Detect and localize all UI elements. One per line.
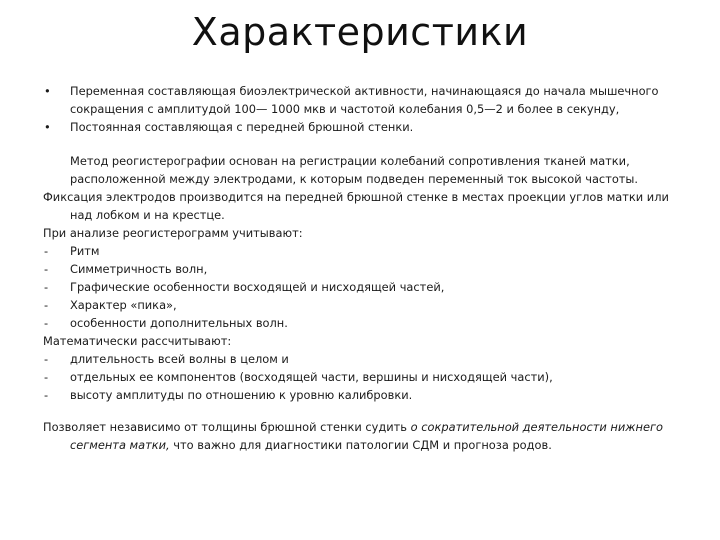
method-paragraph: Метод реогистерографии основан на регистрации колебаний сопротивления тканей матки, расположенной между электродами, к которым подведен переменный ток высокой частоты. <box>70 154 639 186</box>
bullet-text: Переменная составляющая биоэлектрической активности, начинающаяся до начала мышечного сокращения с амплитудой 100— 1000 мкв и частотой колебания 0,5—2 и более в секунду, <box>70 84 659 116</box>
math-item <box>43 350 688 368</box>
dash-marker: - <box>44 388 49 402</box>
analysis-item-text: особенности дополнительных волн. <box>70 316 288 330</box>
bullet-text: Постоянная составляющая с передней брюшной стенки. <box>70 120 414 134</box>
analysis-heading: При анализе реогистерограмм учитывают: <box>43 226 303 240</box>
dash-marker: - <box>44 262 49 276</box>
analysis-item <box>43 260 688 278</box>
dash-marker: - <box>44 244 49 258</box>
dash-marker: - <box>44 370 49 384</box>
analysis-item-text: Ритм <box>70 244 100 258</box>
bullet-marker: • <box>44 120 51 134</box>
math-item <box>43 368 688 386</box>
fixation-paragraph: Фиксация электродов производится на передней брюшной стенке в местах проекции углов матки или над лобком и на крестце. <box>43 190 669 222</box>
analysis-item-text: Характер «пика», <box>70 298 177 312</box>
bullet-marker: • <box>44 84 51 98</box>
dash-marker: - <box>44 298 49 312</box>
slide-title: Характеристики <box>191 10 529 54</box>
math-item-text: длительность всей волны в целом и <box>70 352 289 366</box>
conclusion-text-end: что важно для диагностики патологии СДМ и прогноза родов. <box>169 438 552 452</box>
bullet-item-constant-component <box>43 118 688 136</box>
math-item-text: высоту амплитуды по отношению к уровню калибровки. <box>70 388 413 402</box>
analysis-item <box>43 296 688 314</box>
slide-content <box>43 82 688 454</box>
conclusion-text-start: Позволяет независимо от толщины брюшной стенки судить <box>43 420 411 434</box>
analysis-item-text: Симметричность волн, <box>70 262 208 276</box>
conclusion-italic-text: о сократительной деятельности нижнего сегмента матки, <box>70 420 663 452</box>
bullet-item-variable-component <box>43 82 688 118</box>
dash-marker: - <box>44 352 49 366</box>
math-heading: Математически рассчитывают: <box>43 334 232 348</box>
analysis-item <box>43 242 688 260</box>
dash-marker: - <box>44 316 49 330</box>
dash-marker: - <box>44 280 49 294</box>
analysis-item <box>43 278 688 296</box>
math-item <box>43 386 688 404</box>
analysis-item <box>43 314 688 332</box>
analysis-item-text: Графические особенности восходящей и нисходящей частей, <box>70 280 445 294</box>
conclusion-paragraph <box>43 418 688 454</box>
math-item-text: отдельных ее компонентов (восходящей части, вершины и нисходящей части), <box>70 370 553 384</box>
